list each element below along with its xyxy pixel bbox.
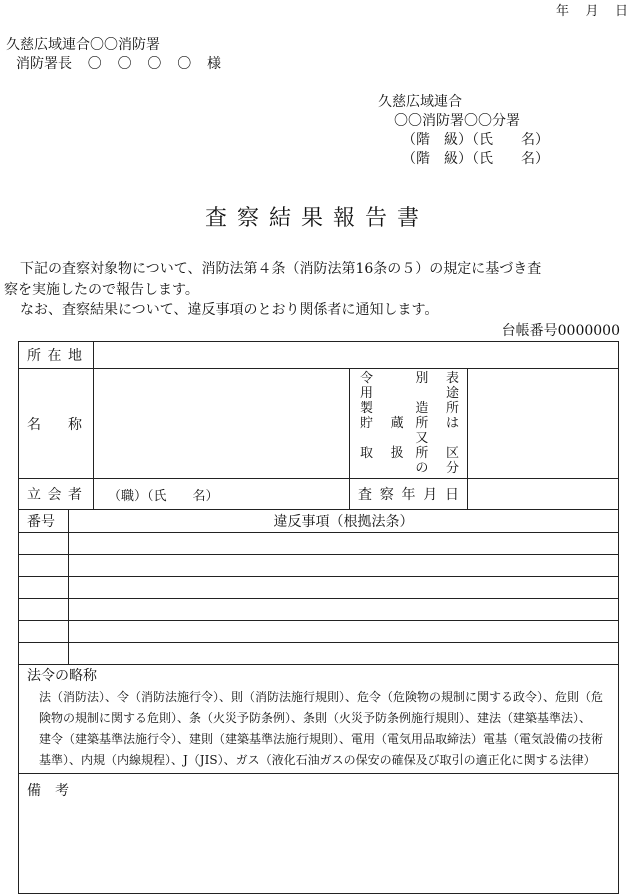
witness-row bbox=[19, 479, 619, 510]
date-day-label: 日 bbox=[614, 4, 628, 19]
law-abbrev-line: 法（消防法）、令（消防法施行令）、則（消防法施行規則）、危令（危険物の規制に関する政令）、危則（危 bbox=[39, 690, 604, 704]
classification-char: 所又 bbox=[415, 416, 429, 446]
label-char: 所 bbox=[27, 348, 41, 364]
classification-char: 用 bbox=[360, 386, 374, 401]
classification-char bbox=[410, 386, 435, 401]
classification-char: 表 bbox=[445, 371, 459, 386]
violation-text-cell[interactable] bbox=[69, 643, 619, 665]
recipient-name-char: 〇 bbox=[87, 56, 102, 72]
ledger-number: 台帳番号0000000 bbox=[501, 323, 620, 339]
violation-text-cell[interactable] bbox=[69, 621, 619, 643]
sender-line4: （階 級）（氏 名） bbox=[402, 151, 549, 167]
classification-char bbox=[385, 401, 410, 416]
violation-text-cell[interactable] bbox=[69, 599, 619, 621]
recipient-name-char: 〇 bbox=[147, 56, 162, 72]
violation-text-cell[interactable] bbox=[69, 533, 619, 555]
name-label bbox=[19, 369, 94, 479]
classification-char: 貯 bbox=[360, 416, 374, 431]
violation-row bbox=[19, 533, 619, 555]
sender-line1: 久慈広域連合 bbox=[378, 94, 462, 110]
recipient-honorific: 様 bbox=[206, 56, 221, 72]
violation-row bbox=[19, 599, 619, 621]
date-year-label: 年 bbox=[556, 4, 570, 19]
page-title: 査察結果報告書 bbox=[204, 206, 429, 231]
inspection-form-table bbox=[18, 341, 619, 894]
body-para2: なお、査察結果について、違反事項のとおり関係者に通知します。 bbox=[20, 302, 439, 318]
label-char: 年 bbox=[401, 487, 416, 503]
label-char: 日 bbox=[445, 487, 459, 503]
classification-char: は bbox=[445, 416, 459, 431]
recipient-title: 消防署長 bbox=[16, 56, 72, 72]
classification-char: 令 bbox=[360, 371, 374, 386]
violation-number-cell[interactable] bbox=[19, 643, 69, 665]
violation-number-cell[interactable] bbox=[19, 555, 69, 577]
recipient-name-char: 〇 bbox=[117, 56, 132, 72]
classification-char bbox=[385, 371, 410, 386]
classification-char: 製 bbox=[360, 401, 374, 416]
inspection-date-field[interactable] bbox=[468, 479, 619, 510]
violation-number-cell[interactable] bbox=[19, 533, 69, 555]
witness-label bbox=[19, 479, 94, 510]
classification-char: 所の bbox=[415, 446, 429, 476]
date-line bbox=[556, 5, 628, 18]
violation-header: 違反事項（根拠法条） bbox=[69, 510, 619, 533]
violation-text-cell[interactable] bbox=[69, 555, 619, 577]
label-char: 会 bbox=[47, 487, 62, 503]
label-char: 考 bbox=[55, 783, 69, 799]
law-abbrev-cell bbox=[19, 665, 619, 774]
recipient-name-char: 〇 bbox=[177, 56, 192, 72]
violation-row bbox=[19, 621, 619, 643]
number-header: 番号 bbox=[19, 510, 69, 533]
inspection-date-label bbox=[350, 479, 468, 510]
name-row bbox=[19, 369, 619, 479]
violation-number-cell[interactable] bbox=[19, 621, 69, 643]
sender-line3: （階 級）（氏 名） bbox=[402, 132, 549, 148]
location-label bbox=[19, 342, 94, 369]
law-abbrev-title: 法令の略称 bbox=[27, 668, 97, 684]
label-char: 査 bbox=[358, 487, 372, 503]
classification-char: 取 bbox=[360, 446, 374, 461]
remarks-label bbox=[19, 774, 69, 800]
classification-field[interactable] bbox=[468, 369, 619, 479]
body-para1-line1: 下記の査察対象物について、消防法第４条（消防法第16条の５）の規定に基づき査 bbox=[20, 261, 542, 277]
label-char: 備 bbox=[27, 783, 41, 799]
law-abbrev-line: 険物の規制に関する危則）、条（火災予防条例）、条則（火災予防条例施行規則）、建法（建築基準法）、 bbox=[39, 711, 592, 725]
violation-number-cell[interactable] bbox=[19, 599, 69, 621]
classification-char: 造 bbox=[415, 401, 429, 416]
classification-char: 所 bbox=[445, 401, 459, 416]
label-char: 者 bbox=[68, 487, 82, 503]
classification-char: 途 bbox=[445, 386, 459, 401]
label-char: 察 bbox=[379, 487, 394, 503]
label-char: 立 bbox=[27, 487, 41, 503]
location-field[interactable] bbox=[94, 342, 619, 369]
violation-row bbox=[19, 555, 619, 577]
classification-char bbox=[385, 386, 410, 401]
violation-number-cell[interactable] bbox=[19, 577, 69, 599]
name-field[interactable] bbox=[94, 369, 350, 479]
recipient-line2 bbox=[16, 57, 221, 71]
label-char: 名 bbox=[27, 416, 41, 433]
violation-header-row bbox=[19, 510, 619, 533]
label-char: 在 bbox=[47, 348, 62, 364]
law-abbrev-body bbox=[19, 685, 618, 773]
label-char: 称 bbox=[68, 416, 82, 433]
body-para1-line2: 察を実施したので報告します。 bbox=[4, 282, 199, 298]
classification-char: 蔵 bbox=[390, 416, 404, 431]
violation-text-cell[interactable] bbox=[69, 577, 619, 599]
remarks-row bbox=[19, 774, 619, 894]
label-char: 地 bbox=[68, 348, 82, 364]
classification-char: 別 bbox=[415, 371, 429, 386]
sender-line2: 〇〇消防署〇〇分署 bbox=[394, 113, 520, 129]
law-abbrev-line: 基準）、内規（内線規程）、J（JIS）、ガス（液化石油ガスの保安の確保及び取引の適正化に関する法律） bbox=[39, 753, 596, 767]
remarks-cell[interactable] bbox=[19, 774, 619, 894]
classification-char: 区分 bbox=[445, 446, 459, 476]
location-row bbox=[19, 342, 619, 369]
date-month-label: 月 bbox=[585, 4, 599, 19]
law-abbrev-row bbox=[19, 665, 619, 774]
label-char: 月 bbox=[423, 487, 438, 503]
law-abbrev-line: 建令（建築基準法施行令）、建則（建築基準法施行規則）、電用（電気用品取締法）電基（電気設備の技術 bbox=[39, 732, 604, 746]
violation-row bbox=[19, 643, 619, 665]
classification-char: 扱 bbox=[390, 446, 404, 461]
recipient-line1: 久慈広域連合〇〇消防署 bbox=[6, 37, 160, 53]
witness-placeholder: （職）（氏 名） bbox=[108, 488, 219, 504]
witness-field[interactable] bbox=[94, 479, 350, 510]
violation-row bbox=[19, 577, 619, 599]
classification-label bbox=[350, 369, 468, 479]
